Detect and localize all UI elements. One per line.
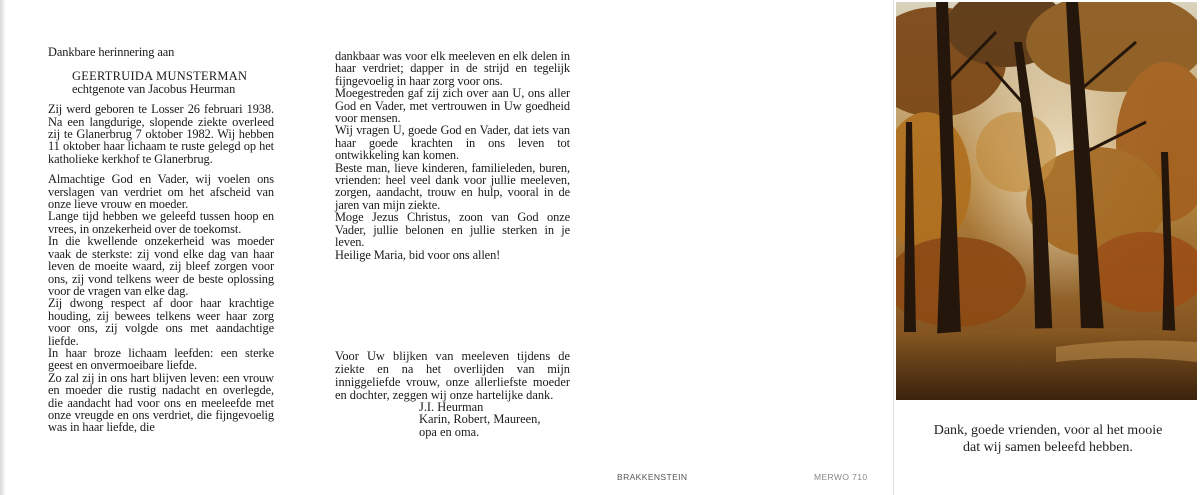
signature-block (419, 401, 589, 438)
paragraph-blessing: Moge Jezus Christus, zoon van God onze Vader, jullie belonen en jullie sterken in je leven. (335, 210, 570, 250)
middle-text-column (335, 50, 570, 261)
deceased-name: GEERTRUIDA MUNSTERMAN (72, 69, 248, 84)
card-code: MERWO 710 (814, 472, 868, 482)
left-text-column (48, 46, 274, 434)
paragraph-continued: dankbaar was voor elk meeleven en elk delen in haar verdriet; dapper in de strijd en tegelijk fijngevoelig in haar zorg voor ons. (335, 49, 570, 88)
caption-line: Dank, goede vrienden, voor al het mooie (933, 423, 1163, 438)
paragraph-prayer-6: Zo zal zij in ons hart blijven leven: een vrouw en moeder die rustig nadacht en overlegde, die aandacht had voor ons en meeleefde met onze vreugde en ons verdriet, die fijngevoelig was in haar liefde, die (48, 370, 274, 435)
signature-line: J.I. Heurman (419, 400, 484, 414)
caption-line: dat wij samen beleefd hebben. (963, 440, 1133, 455)
card-edge-shadow (0, 0, 6, 495)
printer-mark: BRAKKENSTEIN (617, 472, 688, 482)
paragraph-prayer-5: In haar broze lichaam leefden: een sterke geest en onvermoeibare liefde. (48, 345, 274, 373)
photo-caption (896, 422, 1200, 456)
spouse-line: echtgenote van Jacobus Heurman (72, 81, 236, 96)
paragraph-request: Wij vragen U, goede God en Vader, dat iets van haar goede krachten in ons leven tot ontwikkeling kan komen. (335, 123, 570, 163)
paragraph-prayer-3: In die kwellende onzekerheid was moeder vaak de sterkste: zij vond elke dag van haar leven de moeite waard, zij bleef zorgen voor ons, zij vond telkens weer de beste oplossing voor de vragen van elke dag. (48, 234, 274, 298)
signature-line: Karin, Robert, Maureen, (419, 412, 541, 427)
memorial-heading: Dankbare herinnering aan (48, 45, 175, 59)
autumn-forest-photo (896, 2, 1197, 400)
paragraph-surrender: Moegestreden gaf zij zich over aan U, ons aller God en Vader, met vertrouwen in Uw goedheid voor mensen. (335, 86, 570, 126)
paragraph-prayer-1: Almachtige God en Vader, wij voelen ons verslagen van verdriet om het afscheid van onze lieve vrouw en moeder. (48, 172, 274, 212)
paragraph-prayer-2: Lange tijd hebben we geleefd tussen hoop en vrees, in onzekerheid over de toekomst. (48, 209, 274, 236)
thank-you-note: Voor Uw blijken van meeleven tijdens de ziekte en na het overlijden van mijn inniggeliefde vrouw, onze allerliefste moeder en dochter, zeggen wij onze hartelijke dank. (335, 349, 570, 402)
paragraph-prayer-4: Zij dwong respect af door haar krachtige houding, zij bewees telkens weer haar zorg voor ons, zij volgde ons met aandachtige liefde. (48, 296, 274, 348)
paragraph-gratitude: Beste man, lieve kinderen, familieleden, buren, vrienden: heel veel dank voor jullie meeleven, zorgen, aandacht, trouw en hulp, vooral in de jaren van mijn ziekte. (335, 160, 570, 212)
card-fold-line (893, 0, 894, 495)
signature-line: opa en oma. (419, 424, 480, 439)
paragraph-biography: Zij werd geboren te Losser 26 februari 1938. Na een langdurige, slopende ziekte overleed zij te Glanerbrug 7 oktober 1982. Wij hebben 11 oktober haar lichaam te ruste gelegd op het katholieke kerkhof te Glanerbrug. (48, 102, 274, 166)
paragraph-maria: Heilige Maria, bid voor ons allen! (335, 247, 501, 262)
